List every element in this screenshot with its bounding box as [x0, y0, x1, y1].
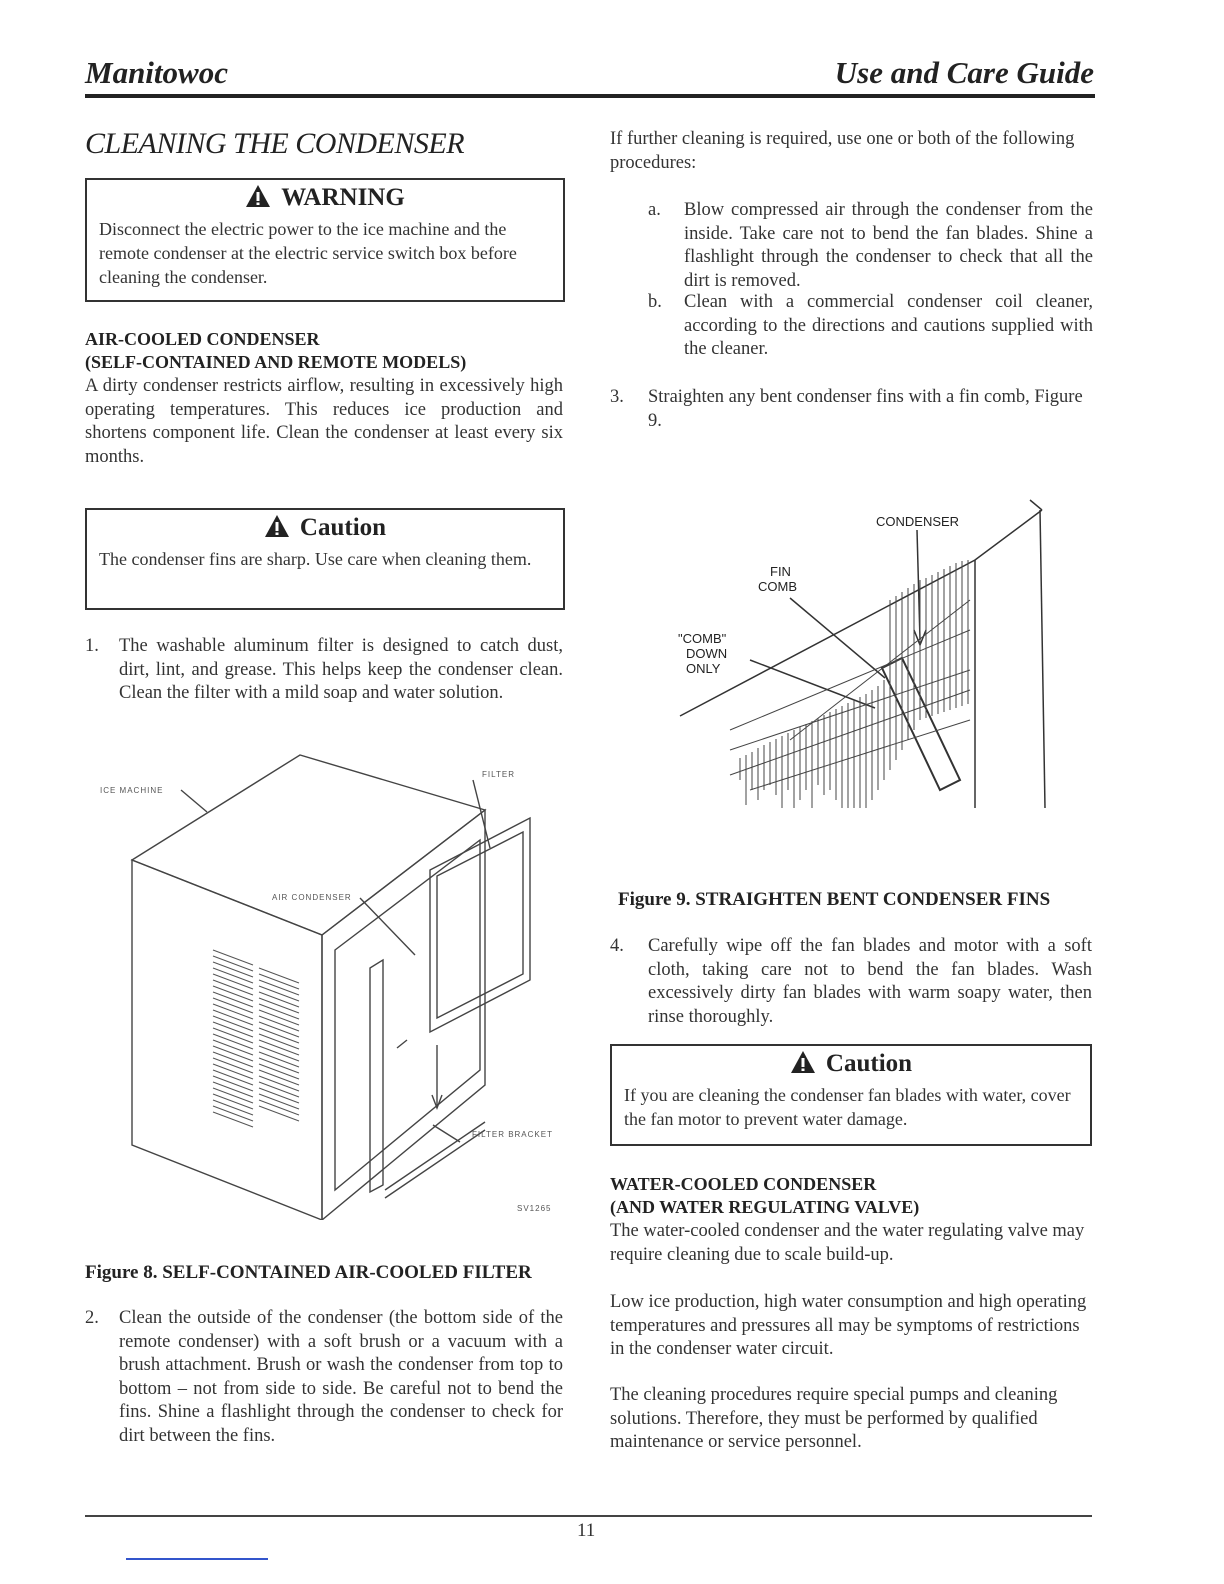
sub-step-b-label: b. — [648, 292, 662, 312]
step-4-number: 4. — [610, 936, 624, 956]
step-4-text: Carefully wipe off the fan blades and motor with a soft cloth, taking care not to bend the fan blades. Wash excessively dirty fan blades with warm soapy water, then rinse thoroughly. — [648, 936, 1092, 1027]
figure-9-illustration — [670, 490, 1060, 820]
sub-step-a-label: a. — [648, 200, 661, 220]
figure-8-illustration — [85, 750, 565, 1220]
header-guide-title: Use and Care Guide — [834, 55, 1094, 90]
fig9-label-comb: COMB — [758, 579, 797, 594]
sub-step-a-text: Blow compressed air through the condenser from the inside. Take care not to bend the fan blades. Shine a flashlight through the condenser to check that all the dirt is removed. — [684, 200, 1093, 291]
sub-step-a — [648, 199, 1093, 294]
water-cooled-heading-2: (AND WATER REGULATING VALVE) — [610, 1197, 920, 1217]
step-1-text: The washable aluminum filter is designed to catch dust, dirt, lint, and grease. This helps keep the condenser clean. Clean the filter with a mild soap and water solution. — [119, 636, 563, 703]
step-3 — [610, 386, 1092, 436]
figure-9-caption: Figure 9. STRAIGHTEN BENT CONDENSER FINS — [618, 889, 1051, 910]
caution-1-title: Caution — [299, 514, 387, 541]
air-cooled-heading-2: (SELF-CONTAINED AND REMOTE MODELS) — [85, 352, 467, 372]
warning-box — [85, 178, 565, 302]
fig8-label-filter: FILTER — [482, 770, 515, 779]
caution-2-text: If you are cleaning the condenser fan blades with water, cover the fan motor to prevent water damage. — [624, 1085, 1071, 1129]
step-2-text: Clean the outside of the condenser (the bottom side of the remote condenser) with a soft brush or a vacuum with a brush attachment. Brush or wash the condenser from top to bottom – not from side to side. Be careful not to bend the fins. Shine a flashlight through the condenser to check for dirt between the fins. — [119, 1308, 563, 1446]
header-brand: Manitowoc — [85, 55, 228, 90]
water-cooled-text-1: The water-cooled condenser and the water regulating valve may require cleaning due to scale build-up. — [610, 1221, 1085, 1265]
caution-1-text: The condenser fins are sharp. Use care when cleaning them. — [99, 549, 532, 569]
fig9-label-only: ONLY — [686, 661, 721, 676]
water-cooled-text-2: Low ice production, high water consumption and high operating temperatures and pressures all may be symptoms of restrictions in the condenser water circuit. — [610, 1292, 1087, 1359]
fig8-label-ice-machine: ICE MACHINE — [100, 786, 164, 795]
figure-8-caption: Figure 8. SELF-CONTAINED AIR-COOLED FILTER — [85, 1262, 532, 1283]
step-4 — [610, 935, 1092, 1030]
fig8-label-air-condenser: AIR CONDENSER — [272, 893, 352, 902]
water-cooled-text-3: The cleaning procedures require special pumps and cleaning solutions. Therefore, they must be performed by qualified maintenance or service personnel. — [610, 1385, 1058, 1452]
fig9-label-down: DOWN — [686, 646, 728, 661]
fig9-label-condenser: CONDENSER — [876, 514, 960, 529]
header-rule — [85, 94, 1095, 98]
caution-triangle-icon — [264, 514, 290, 545]
footer-rule — [85, 1515, 1092, 1517]
warning-text: Disconnect the electric power to the ice machine and the remote condenser at the electric service switch box before cleaning the condenser. — [99, 219, 517, 287]
further-cleaning-text: If further cleaning is required, use one or both of the following procedures: — [610, 129, 1075, 173]
warning-triangle-icon — [245, 184, 271, 215]
warning-title: WARNING — [281, 184, 405, 211]
fig9-label-fin: FIN — [770, 564, 791, 579]
caution-box-2 — [610, 1044, 1092, 1146]
air-cooled-heading-1: AIR-COOLED CONDENSER — [85, 329, 320, 349]
caution-2-triangle-icon — [790, 1050, 816, 1081]
section-title: CLEANING THE CONDENSER — [85, 127, 465, 160]
fig9-label-comb-quote: "COMB" — [678, 631, 727, 646]
step-3-text: Straighten any bent condenser fins with a fin comb, Figure 9. — [648, 387, 1083, 431]
step-2 — [85, 1307, 565, 1472]
step-1 — [85, 635, 565, 735]
footer-link-line — [126, 1558, 268, 1560]
sub-step-b-text: Clean with a commercial condenser coil cleaner, according to the directions and cautions supplied with the cleaner. — [684, 292, 1093, 359]
caution-box-1 — [85, 508, 565, 610]
air-cooled-text: A dirty condenser restricts airflow, resulting in excessively high operating temperatures. This reduces ice production and shortens component life. Clean the condenser at least every six months. — [85, 376, 563, 467]
sub-step-b — [648, 291, 1093, 363]
step-1-number: 1. — [85, 636, 99, 656]
water-cooled-heading-1: WATER-COOLED CONDENSER — [610, 1174, 877, 1194]
fig8-label-filter-bracket: FILTER BRACKET — [472, 1130, 553, 1139]
caution-2-title: Caution — [825, 1050, 913, 1077]
step-3-number: 3. — [610, 387, 624, 407]
page-number: 11 — [577, 1520, 596, 1541]
step-2-number: 2. — [85, 1308, 99, 1328]
fig8-label-code: SV1265 — [517, 1204, 552, 1213]
